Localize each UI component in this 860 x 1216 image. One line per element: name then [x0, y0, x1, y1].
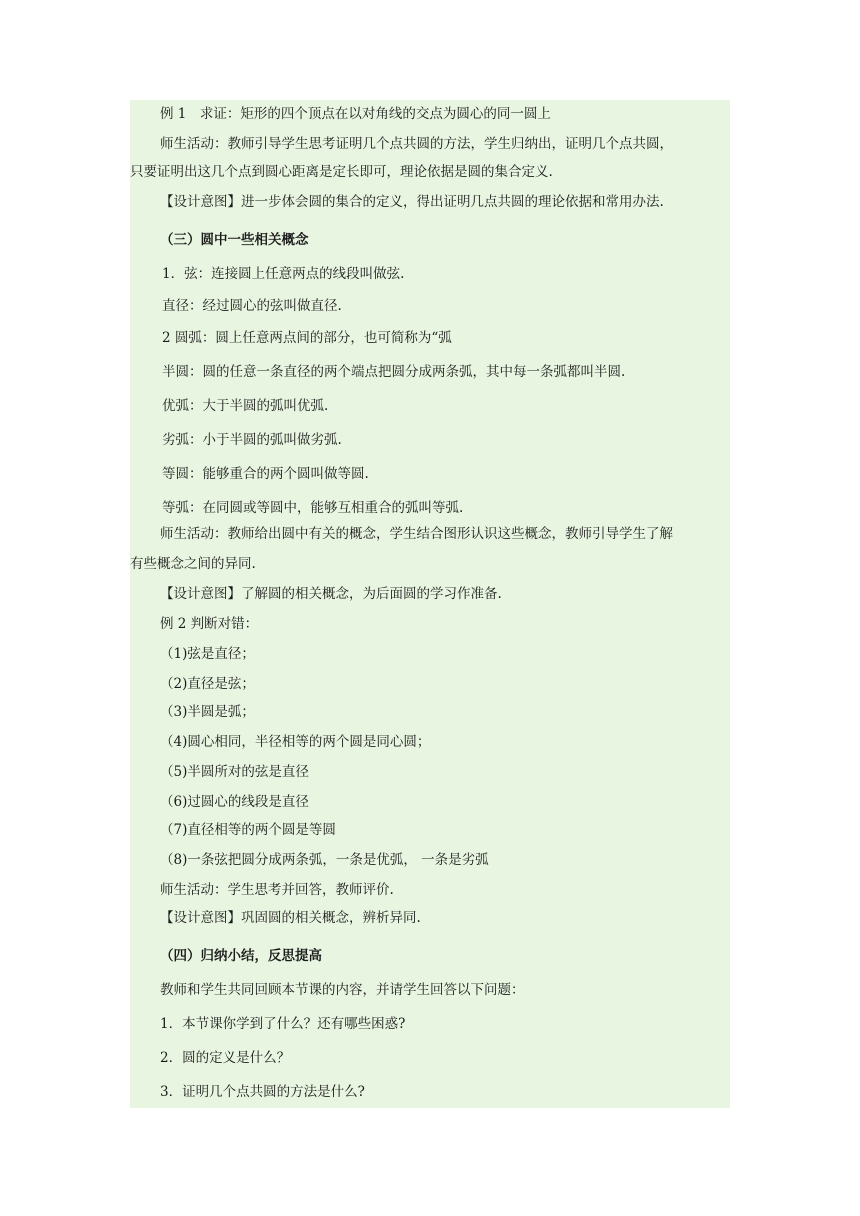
summary-intro: 教师和学生共同回顾本节课的内容，并请学生回答以下问题：: [160, 982, 525, 998]
example-1-line: 例 1 求证：矩形的四个顶点在以对角线的交点为圆心的同一圆上: [160, 106, 551, 122]
judge-item-4: （4)圆心相同，半径相等的两个圆是同心圆；: [160, 734, 431, 750]
activity-line-5: 师生活动：学生思考并回答，教师评价.: [160, 882, 394, 898]
judge-item-5: （5)半圆所对的弦是直径: [160, 764, 309, 780]
activity-line-2: 只要证明出这几个点到圆心距离是定长即可，理论依据是圆的集合定义.: [130, 164, 553, 180]
section-heading-4: （四）归纳小结，反思提高: [160, 948, 322, 964]
summary-question-2: 2．圆的定义是什么？: [160, 1050, 291, 1066]
judge-item-2: （2)直径是弦；: [160, 676, 255, 692]
concept-diameter: 直径：经过圆心的弦叫做直径.: [162, 298, 342, 314]
judge-item-1: （1)弦是直径；: [160, 646, 255, 662]
design-intent-1: 【设计意图】进一步体会圆的集合的定义，得出证明几点共圆的理论依据和常用办法.: [160, 194, 664, 210]
activity-line-1: 师生活动：教师引导学生思考证明几个点共圆的方法，学生归纳出，证明几个点共圆，: [160, 136, 673, 152]
concept-semicircle: 半圆：圆的任意一条直径的两个端点把圆分成两条弧，其中每一条弧都叫半圆.: [162, 364, 626, 380]
activity-line-3: 师生活动：教师给出圆中有关的概念，学生结合图形认识这些概念，教师引导学生了解: [160, 526, 673, 542]
activity-line-4: 有些概念之间的异同.: [130, 556, 256, 572]
example-2-heading: 例 2 判断对错：: [160, 616, 259, 632]
design-intent-2: 【设计意图】了解圆的相关概念，为后面圆的学习作准备.: [160, 586, 502, 602]
judge-item-8: （8)一条弦把圆分成两条弧，一条是优弧， 一条是劣弧: [160, 852, 489, 868]
concept-chord: 1．弦：连接圆上任意两点的线段叫做弦.: [162, 266, 405, 282]
summary-question-1: 1．本节课你学到了什么？还有哪些困惑?: [160, 1016, 406, 1032]
judge-item-7: （7)直径相等的两个圆是等圆: [160, 822, 336, 838]
concept-arc: 2 圆弧：圆上任意两点间的部分，也可简称为“弧: [162, 330, 452, 346]
concept-equal-arcs: 等弧：在同圆或等圆中，能够互相重合的弧叫等弧.: [162, 500, 464, 516]
concept-major-arc: 优弧：大于半圆的弧叫优弧.: [162, 398, 329, 414]
section-heading-3: （三）圆中一些相关概念: [160, 232, 309, 248]
summary-question-3: 3．证明几个点共圆的方法是什么?: [160, 1084, 365, 1100]
concept-minor-arc: 劣弧：小于半圆的弧叫做劣弧.: [162, 432, 342, 448]
lesson-content: [130, 100, 730, 1108]
judge-item-3: （3)半圆是弧；: [160, 704, 255, 720]
judge-item-6: （6)过圆心的线段是直径: [160, 794, 309, 810]
concept-equal-circles: 等圆：能够重合的两个圆叫做等圆.: [162, 466, 369, 482]
design-intent-3: 【设计意图】巩固圆的相关概念，辨析异同.: [160, 910, 421, 926]
